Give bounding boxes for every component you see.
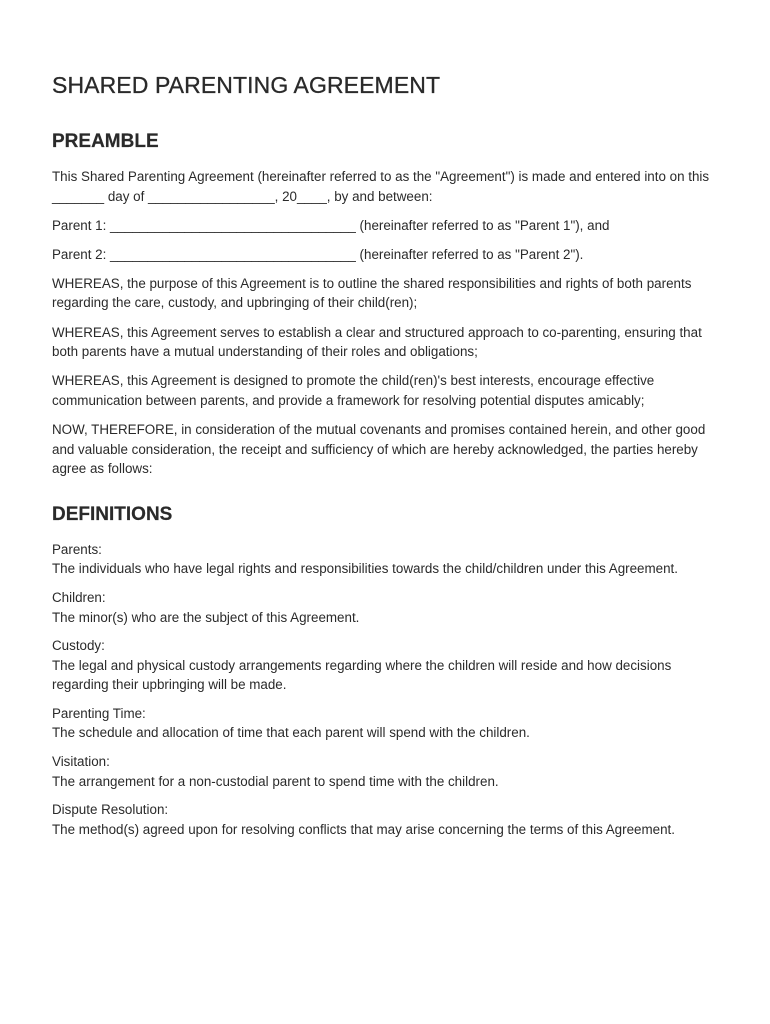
definition-term: Dispute Resolution: xyxy=(52,802,169,818)
preamble-section xyxy=(52,167,712,479)
definition-text: The individuals who have legal rights and responsibilities towards the child/children under this Agreement. xyxy=(52,561,678,577)
whereas-clause-3: WHEREAS, this Agreement is designed to promote the child(ren)'s best interests, encourage effective communication between parents, and provide a framework for resolving potential disputes amicably; xyxy=(52,373,655,408)
parent-2-line: Parent 2: _________________________________ (hereinafter referred to as "Parent 2"). xyxy=(52,246,584,262)
preamble-paragraph: This Shared Parenting Agreement (hereinafter referred to as the "Agreement") is made and entered into on this _______ day of _________________, 20____, by and between: xyxy=(52,169,710,204)
definition-term: Custody: xyxy=(52,638,105,654)
definition-item xyxy=(52,752,712,791)
preamble-heading: PREAMBLE xyxy=(52,131,159,152)
definition-item xyxy=(52,540,712,579)
definition-item xyxy=(52,588,712,627)
definition-text: The legal and physical custody arrangements regarding where the children will reside and how decisions regarding their upbringing will be made. xyxy=(52,657,672,693)
definitions-section xyxy=(52,540,712,840)
definition-term: Children: xyxy=(52,589,106,605)
definition-text: The method(s) agreed upon for resolving conflicts that may arise concerning the terms of this Agreement. xyxy=(52,821,675,837)
definition-text: The schedule and allocation of time that each parent will spend with the children. xyxy=(52,725,530,741)
whereas-clause-2: WHEREAS, this Agreement serves to establish a clear and structured approach to co-parenting, ensuring that both parents have a mutual understanding of their roles and obligations; xyxy=(52,324,702,360)
now-therefore-clause: NOW, THEREFORE, in consideration of the mutual covenants and promises contained herein, and other good and valuable consideration, the receipt and sufficiency of which are hereby acknowledged, the parties hereby agree as follows: xyxy=(52,421,706,477)
parent-1-line: Parent 1: _________________________________ (hereinafter referred to as "Parent 1"), and xyxy=(52,217,610,233)
definition-item xyxy=(52,800,712,839)
definitions-heading: DEFINITIONS xyxy=(52,503,173,525)
definition-term: Parenting Time: xyxy=(52,705,146,721)
definition-item xyxy=(52,704,712,743)
definition-term: Parents: xyxy=(52,541,102,557)
definition-text: The minor(s) who are the subject of this Agreement. xyxy=(52,609,360,625)
definition-text: The arrangement for a non-custodial parent to spend time with the children. xyxy=(52,773,499,789)
document-page xyxy=(52,70,712,848)
definition-item xyxy=(52,636,712,695)
document-title: SHARED PARENTING AGREEMENT xyxy=(52,72,441,98)
whereas-clause-1: WHEREAS, the purpose of this Agreement is to outline the shared responsibilities and rights of both parents regarding the care, custody, and upbringing of their child(ren); xyxy=(52,275,692,311)
definition-term: Visitation: xyxy=(52,754,110,770)
